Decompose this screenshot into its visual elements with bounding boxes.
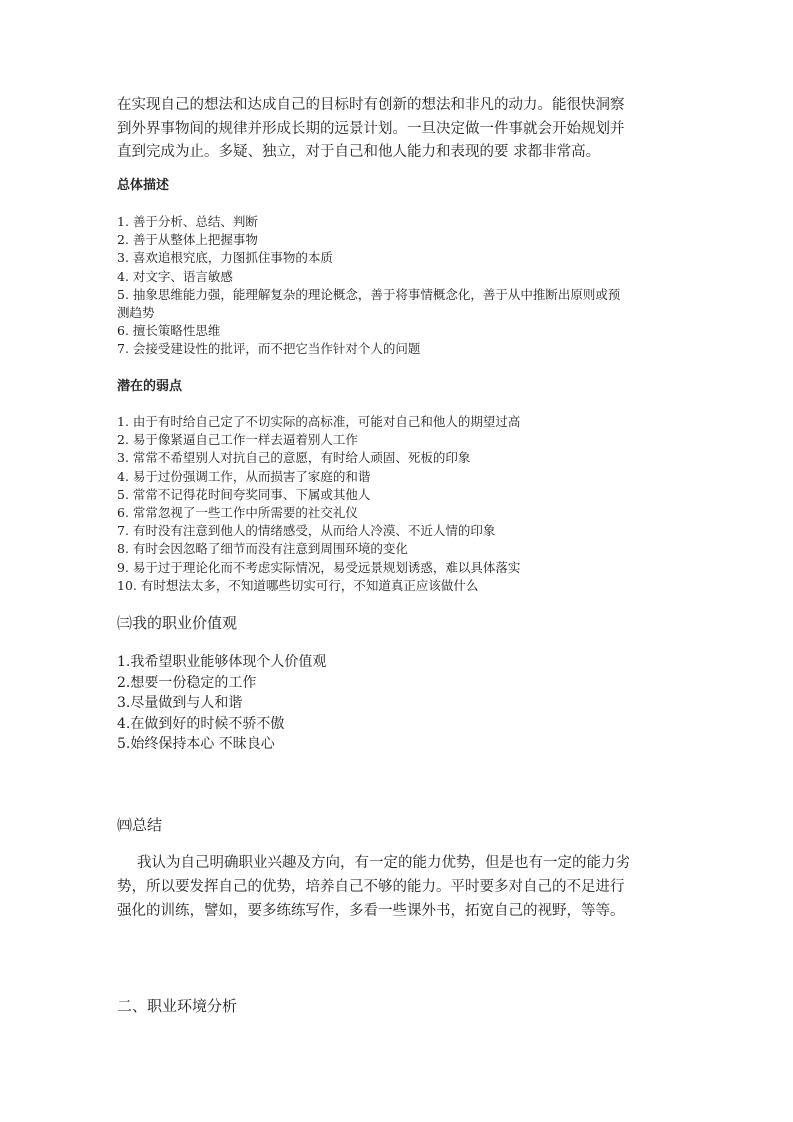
summary-line: 我认为自己明确职业兴趣及方向，有一定的能力优势，但是也有一定的能力劣 — [137, 855, 630, 871]
list-item: 2. 易于像紧逼自己工作一样去逼着别人工作 — [117, 432, 358, 448]
list-item: 2.想要一份稳定的工作 — [117, 674, 257, 691]
list-item: 6. 擅长策略性思维 — [117, 323, 221, 339]
weakness-heading: 潜在的弱点 — [117, 379, 183, 394]
list-item: 4.在做到好的时候不骄不傲 — [117, 715, 285, 732]
list-item: 9. 易于过于理论化而不考虑实际情况，易受远景规划诱惑，难以具体落实 — [117, 559, 521, 575]
list-item: 10. 有时想法太多，不知道哪些切实可行，不知道真正应该做什么 — [117, 577, 479, 593]
values-list — [117, 652, 326, 755]
list-item: 测趋势 — [117, 305, 155, 321]
list-item: 3. 常常不希望别人对抗自己的意愿，有时给人顽固、死板的印象 — [117, 450, 471, 466]
career-environment-heading: 二、职业环境分析 — [117, 997, 238, 1015]
list-item: 8. 有时会因忽略了细节而没有注意到周围环境的变化 — [117, 541, 408, 557]
list-item: 3.尽量做到与人和谐 — [117, 695, 243, 711]
intro-paragraph — [117, 94, 687, 165]
summary-paragraph — [117, 851, 692, 923]
list-item: 7. 会接受建设性的批评，而不把它当作针对个人的问题 — [117, 341, 421, 357]
overall-heading: 总体描述 — [117, 178, 170, 193]
list-item: 6. 常常忽视了一些工作中所需要的社交礼仪 — [117, 505, 358, 521]
overall-list — [117, 213, 697, 359]
list-item: 4. 易于过份强调工作，从而损害了家庭的和谐 — [117, 468, 371, 484]
list-item: 2. 善于从整体上把握事物 — [117, 232, 258, 248]
intro-line: 在实现自己的想法和达成自己的目标时有创新的想法和非凡的动力。能很快洞察 — [117, 97, 625, 113]
summary-heading: ㈣总结 — [117, 816, 163, 834]
weakness-list — [117, 413, 697, 595]
intro-line: 直到完成为止。多疑、独立，对于自己和他人能力和表现的要 求都非常高。 — [117, 144, 601, 160]
list-item: 5. 常常不记得花时间夸奖同事、下属或其他人 — [117, 486, 371, 502]
summary-line: 势，所以要发挥自己的优势，培养自己不够的能力。平时要多对自己的不足进行 — [117, 879, 625, 895]
list-item: 4. 对文字、语言敏感 — [117, 268, 233, 284]
intro-line: 到外界事物间的规律并形成长期的远景计划。一旦决定做一件事就会开始规划并 — [117, 120, 625, 137]
values-heading: ㈢我的职业价值观 — [117, 614, 238, 632]
list-item: 5. 抽象思维能力强，能理解复杂的理论概念，善于将事情概念化，善于从中推断出原则或预 — [117, 286, 621, 302]
list-item: 1. 善于分析、总结、判断 — [117, 214, 258, 229]
list-item: 1. 由于有时给自己定了不切实际的高标准，可能对自己和他人的期望过高 — [117, 414, 521, 429]
list-item: 5.始终保持本心 不昧良心 — [117, 736, 275, 752]
list-item: 7. 有时没有注意到他人的情绪感受，从而给人冷漠、不近人情的印象 — [117, 523, 496, 539]
list-item: 1.我希望职业能够体现个人价值观 — [117, 654, 327, 670]
list-item: 3. 喜欢追根究底，力图抓住事物的本质 — [117, 250, 333, 266]
summary-line: 强化的训练，譬如，要多练练写作，多看一些课外书，拓宽自己的视野，等等。 — [117, 903, 625, 919]
